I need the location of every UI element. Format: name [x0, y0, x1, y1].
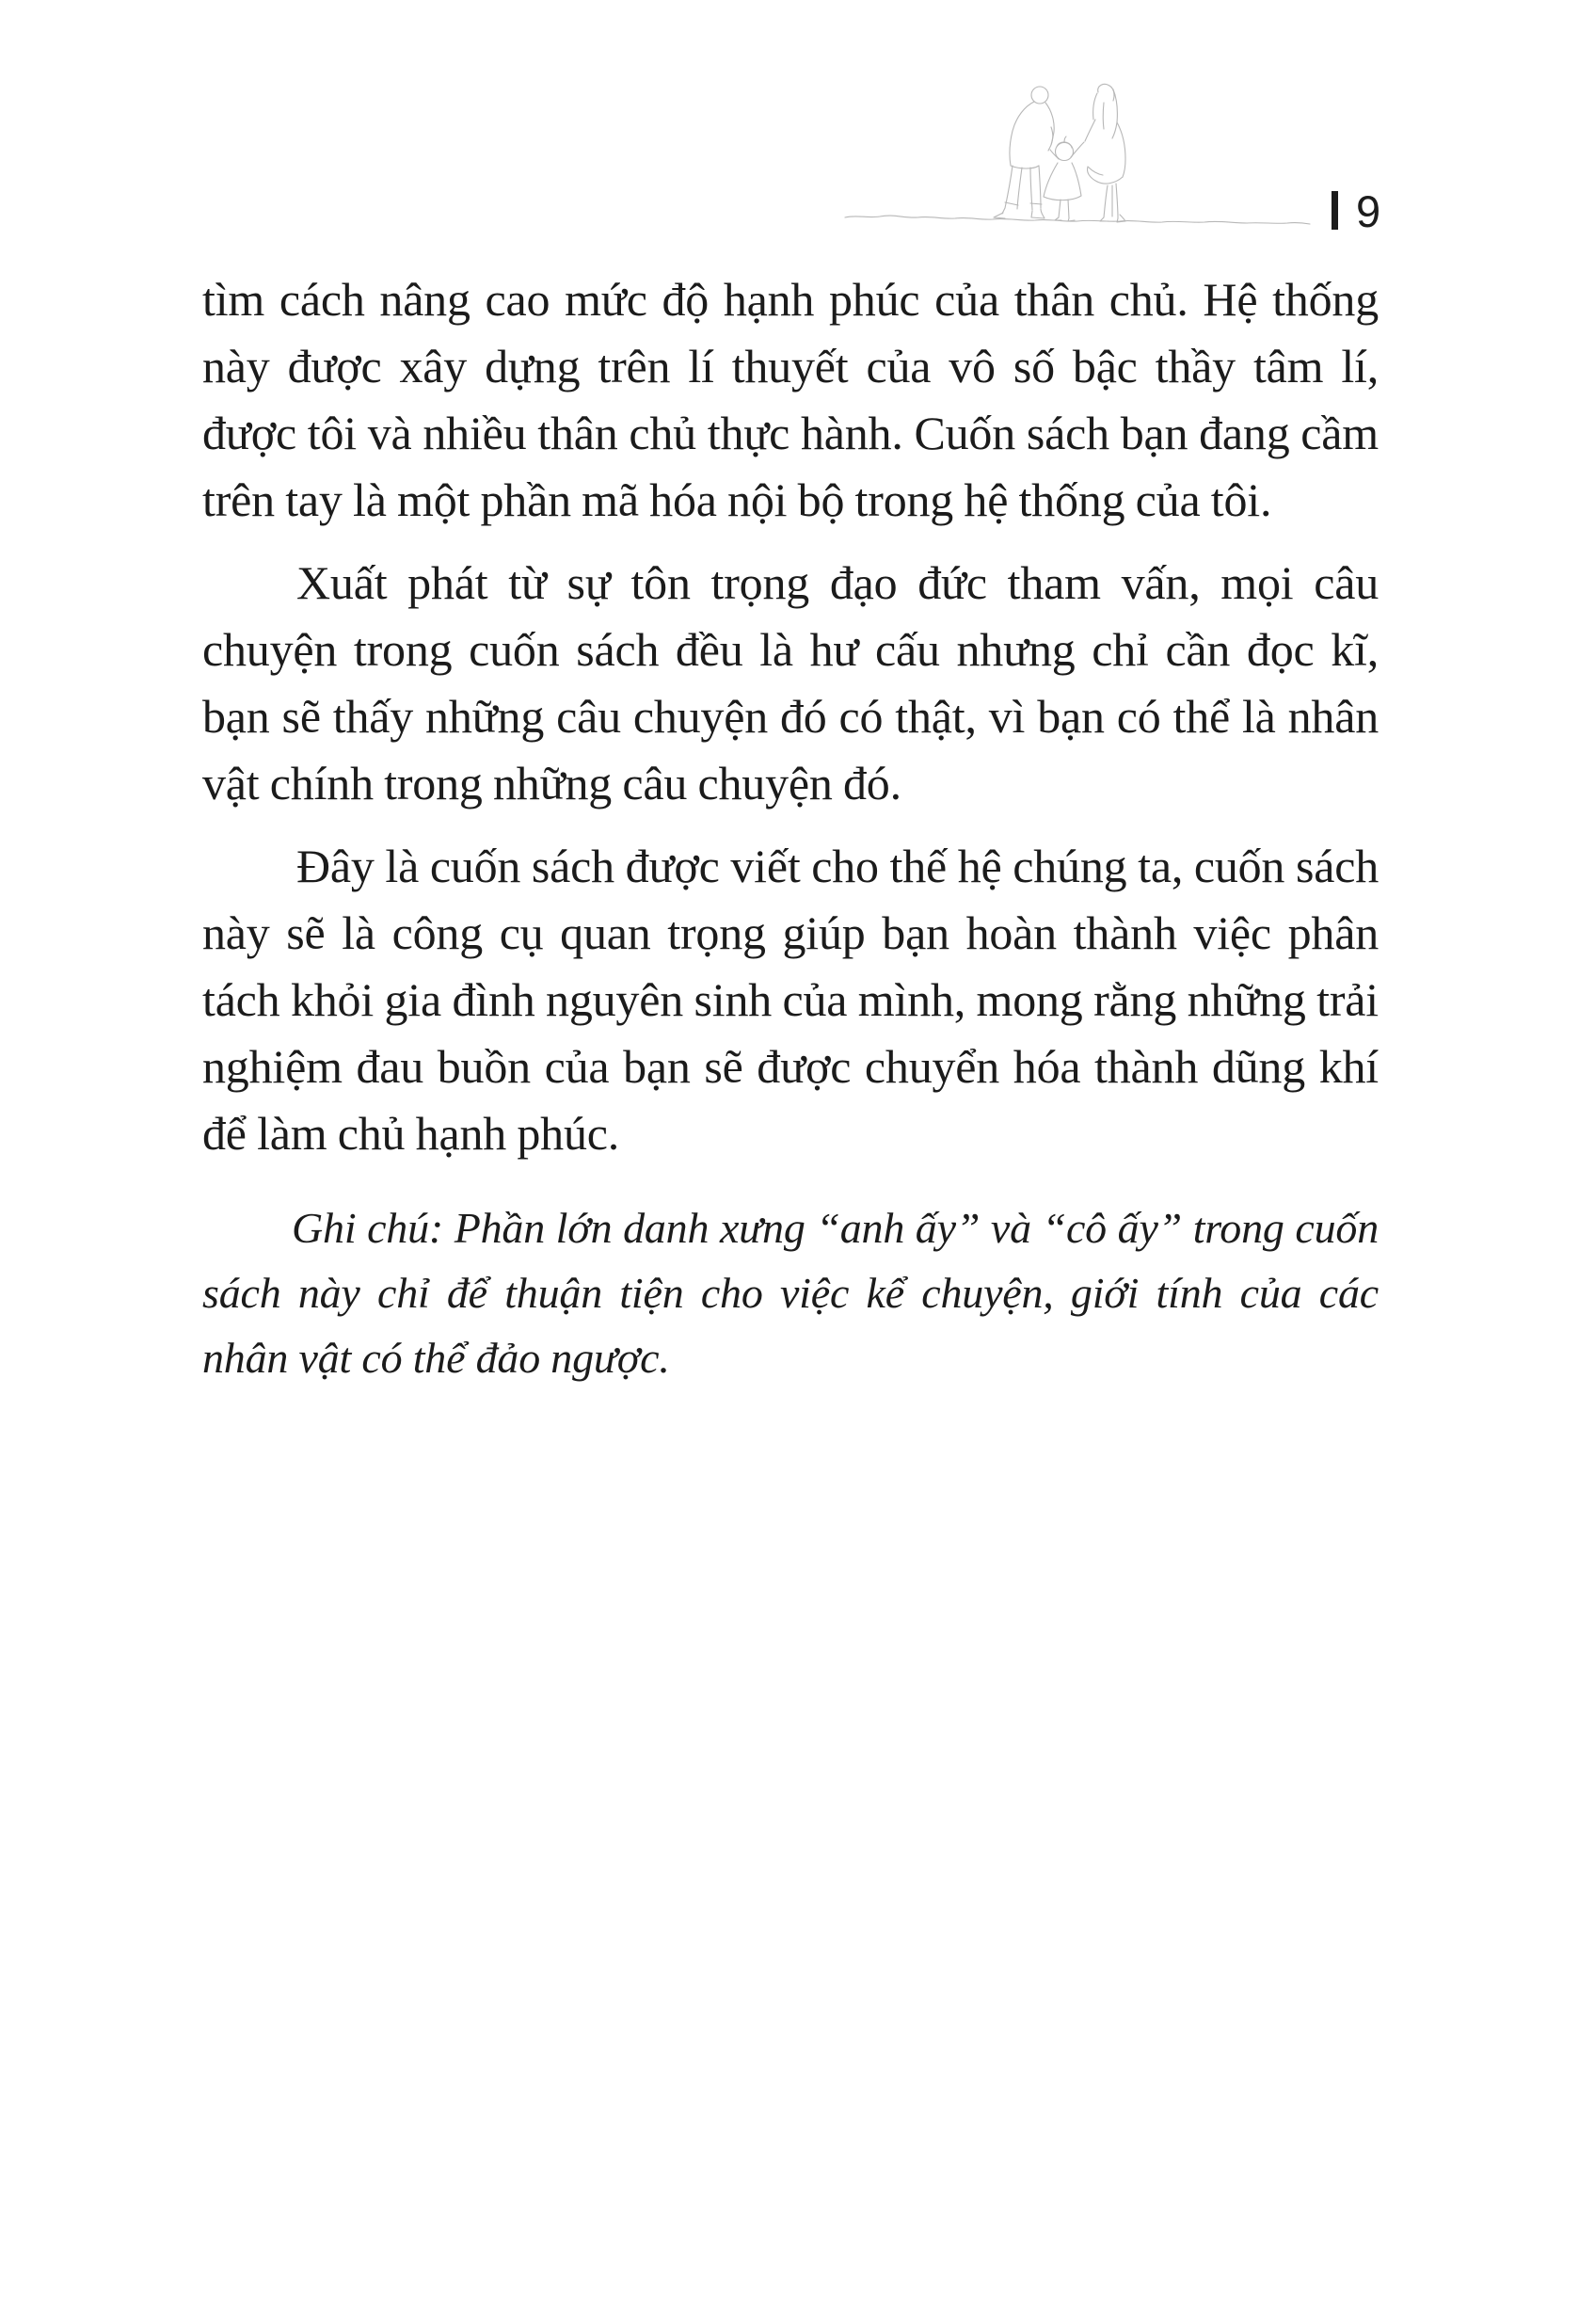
father-figure: [994, 87, 1054, 218]
page-number-divider: [1332, 191, 1338, 230]
mother-figure: [1085, 84, 1125, 222]
page-text-block: [202, 266, 1379, 1390]
page-number: [1332, 186, 1381, 236]
note-paragraph: Ghi chú: Phần lớn danh xưng “anh ấy” và “cô ấy” trong cuốn sách này chỉ để thuận tiện cho việc kể chuyện, giới tính của các nhân vật có thể đảo ngược.: [202, 1204, 1379, 1382]
ground-line: [845, 216, 1310, 224]
family-holding-hands-illustration: [837, 80, 1317, 231]
body-paragraph: Xuất phát từ sự tôn trọng đạo đức tham vấn, mọi câu chuyện trong cuốn sách đều là hư cấu nhưng chỉ cần đọc kĩ, bạn sẽ thấy những câu chuyện đó có thật, vì bạn có thể là nhân vật chính trong những câu chuyện đó.: [202, 556, 1379, 809]
body-paragraph: tìm cách nâng cao mức độ hạnh phúc của thân chủ. Hệ thống này được xây dựng trên lí thuyết của vô số bậc thầy tâm lí, được tôi và nhiều thân chủ thực hành. Cuốn sách bạn đang cầm trên tay là một phần mã hóa nội bộ trong hệ thống của tôi.: [202, 273, 1379, 526]
child-figure: [1044, 136, 1084, 221]
body-paragraph: Đây là cuốn sách được viết cho thế hệ chúng ta, cuốn sách này sẽ là công cụ quan trọng giúp bạn hoàn thành việc phân tách khỏi gia đình nguyên sinh của mình, mong rằng những trải nghiệm đau buồn của bạn sẽ được chuyển hóa thành dũng khí để làm chủ hạnh phúc.: [202, 840, 1379, 1160]
page-number-value: 9: [1356, 186, 1381, 236]
